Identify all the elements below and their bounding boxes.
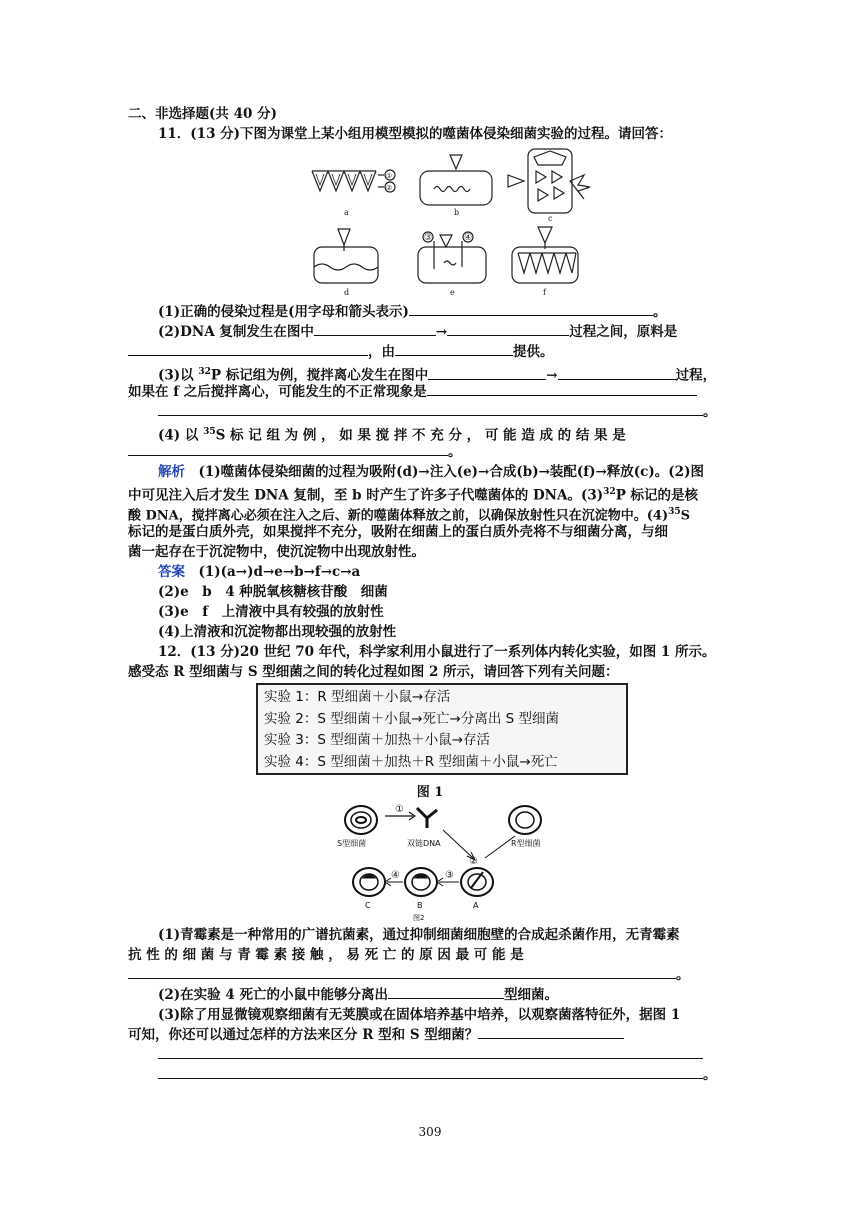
- phage-infection-figure: [300, 143, 600, 298]
- answer-blank[interactable]: [158, 1045, 703, 1059]
- fig-f-assembly: [512, 227, 578, 283]
- label-C: C: [365, 901, 371, 910]
- analysis-line-5: 菌一起存在于沉淀物中，使沉淀物中出现放射性。: [128, 544, 425, 560]
- q12-stem-1: 12．(13 分)20 世纪 70 年代，科学家利用小鼠进行了一系列体内转化实验，如图 1 所示。: [158, 644, 716, 660]
- fig1-row: 实验 1：R 型细菌＋小鼠→存活: [264, 689, 451, 705]
- q11-p3: (3)以 $^{32}$P 标记组为例，搅拌离心发生在图中 → 过程，: [158, 367, 717, 384]
- fig1-row: 实验 2：S 型细菌＋小鼠→死亡→分离出 S 型细菌: [264, 710, 560, 727]
- q11-p2: (2)DNA 复制发生在图中 → 过程之间，原料是: [158, 324, 678, 340]
- answer-blank[interactable]: [158, 1065, 703, 1079]
- fig-b-bacterium: [420, 155, 492, 205]
- q12-stem-2: 感受态 R 型细菌与 S 型细菌之间的转化过程如图 2 所示，请回答下列有关问题：: [128, 664, 619, 680]
- answer-blank[interactable]: [314, 322, 436, 336]
- fig-c-lysis: [508, 149, 590, 213]
- analysis-label: 解析: [158, 464, 185, 480]
- q12-p1-line: 。: [128, 965, 742, 985]
- answer-label: 答案: [158, 564, 185, 580]
- analysis-line-1: 解析 (1)噬菌体侵染细菌的过程为吸附(d)→注入(e)→合成(b)→装配(f)→释放(c)。(2)图: [158, 464, 704, 480]
- q12-p1a: (1)青霉素是一种常用的广谱抗菌素，通过抑制细菌细胞壁的合成起杀菌作用，无青霉素: [158, 927, 680, 943]
- analysis-line-4: 标记的是蛋白质外壳，如果搅拌不充分，吸附在细菌上的蛋白质外壳将不与细菌分离，与细: [128, 524, 668, 540]
- answer-blank[interactable]: [428, 366, 546, 380]
- label-d: d: [344, 288, 350, 297]
- q12-p3-line1: [158, 1045, 742, 1065]
- q11-stem: 11．(13 分)下图为课堂上某小组用模型模拟的噬菌体侵染细菌实验的过程。请回答：: [158, 126, 673, 142]
- step-1: ①: [395, 804, 404, 815]
- label-3: ③: [424, 233, 433, 243]
- figure-1-table: [256, 683, 628, 775]
- r-cell-label: R型细菌: [511, 839, 541, 848]
- answer-line-1: 答案 (1)(a→)d→e→b→f→c→a: [158, 564, 361, 580]
- label-4: ④: [464, 233, 473, 243]
- page-number: 309: [418, 1125, 442, 1139]
- label-b: b: [454, 208, 460, 217]
- answer-blank[interactable]: [128, 965, 676, 979]
- q12-p3a: (3)除了用显微镜观察细菌有无荚膜或在固体培养基中培养，以观察菌落特征外，据图 1: [158, 1007, 681, 1023]
- label-f: f: [543, 288, 546, 297]
- fig-a-phages: [312, 170, 395, 192]
- label-2: ②: [386, 184, 393, 192]
- label-1: ①: [386, 172, 393, 180]
- step-4: ④: [391, 870, 400, 881]
- q12-p2: (2)在实验 4 死亡的小鼠中能够分离出 型细菌。: [158, 987, 558, 1003]
- q11-p1: (1)正确的侵染过程是(用字母和箭头表示) 。: [158, 304, 667, 320]
- answer-blank[interactable]: [558, 366, 676, 380]
- answer-blank[interactable]: [128, 342, 368, 356]
- step-2: ②: [469, 856, 478, 867]
- step-3: ③: [445, 870, 454, 881]
- answer-blank[interactable]: [478, 1025, 624, 1039]
- analysis-line-2: 中可见注入后才发生 DNA 复制，至 b 时产生了许多子代噬菌体的 DNA。$(3)^{32}P$ 标记的是核: [128, 487, 699, 504]
- label-a: a: [344, 208, 349, 217]
- dna-label: 双链DNA: [407, 839, 441, 848]
- label-c: c: [548, 214, 553, 223]
- label-A: A: [473, 901, 479, 910]
- answer-line-2: (2)e b 4 种脱氧核糖核苷酸 细菌: [158, 584, 388, 600]
- fig2-caption: 图2: [413, 914, 425, 922]
- analysis-line-3: 酸 DNA，搅拌离心必须在注入之后、新的噬菌体释放之前，以确保放射性只在沉淀物中。$(4)^{35}S$: [128, 507, 691, 524]
- fig1-row: 实验 4：S 型细菌＋加热＋R 型细菌＋小鼠→死亡: [264, 753, 558, 770]
- answer-blank[interactable]: [158, 402, 703, 416]
- s-cell-label: S型细菌: [337, 839, 367, 848]
- q12-p1b: 抗 性 的 细 菌 与 青 霉 素 接 触 ， 易 死 亡 的 原 因 最 可 能 是: [128, 947, 524, 963]
- answer-blank[interactable]: [128, 442, 448, 456]
- answer-line-3: (3)e f 上清液中具有较强的放射性: [158, 604, 384, 620]
- q11-p2-cont: ，由 提供。: [128, 342, 742, 362]
- answer-blank[interactable]: [447, 322, 569, 336]
- answer-blank[interactable]: [427, 382, 697, 396]
- q11-p3-line: 。: [158, 402, 742, 422]
- section-title: 二、非选择题(共 40 分): [128, 106, 277, 122]
- q12-p3-line2: 。: [158, 1065, 742, 1085]
- fig-d-adsorption: [314, 229, 378, 283]
- q11-p4-cont: 。: [128, 442, 742, 462]
- label-e: e: [450, 288, 455, 297]
- answer-blank[interactable]: [388, 985, 504, 999]
- q11-p3-cont: 如果在 f 之后搅拌离心，可能发生的不正常现象是: [128, 382, 742, 402]
- fig1-caption: 图 1: [416, 785, 444, 800]
- label-B: B: [417, 901, 423, 910]
- answer-blank[interactable]: [409, 302, 653, 316]
- answer-blank[interactable]: [395, 342, 513, 356]
- q12-p3b: 可知，你还可以通过怎样的方法来区分 R 型和 S 型细菌？: [128, 1025, 742, 1045]
- fig1-row: 实验 3：S 型细菌＋加热＋小鼠→存活: [264, 732, 491, 748]
- q11-p4: (4) 以 $^{35}$S 标 记 组 为 例 ， 如 果 搅 拌 不 充 分 ， 可 能 造 成 的 结 果 是: [158, 427, 626, 444]
- answer-line-4: (4)上清液和沉淀物都出现较强的放射性: [158, 624, 397, 640]
- transformation-figure: [335, 800, 575, 922]
